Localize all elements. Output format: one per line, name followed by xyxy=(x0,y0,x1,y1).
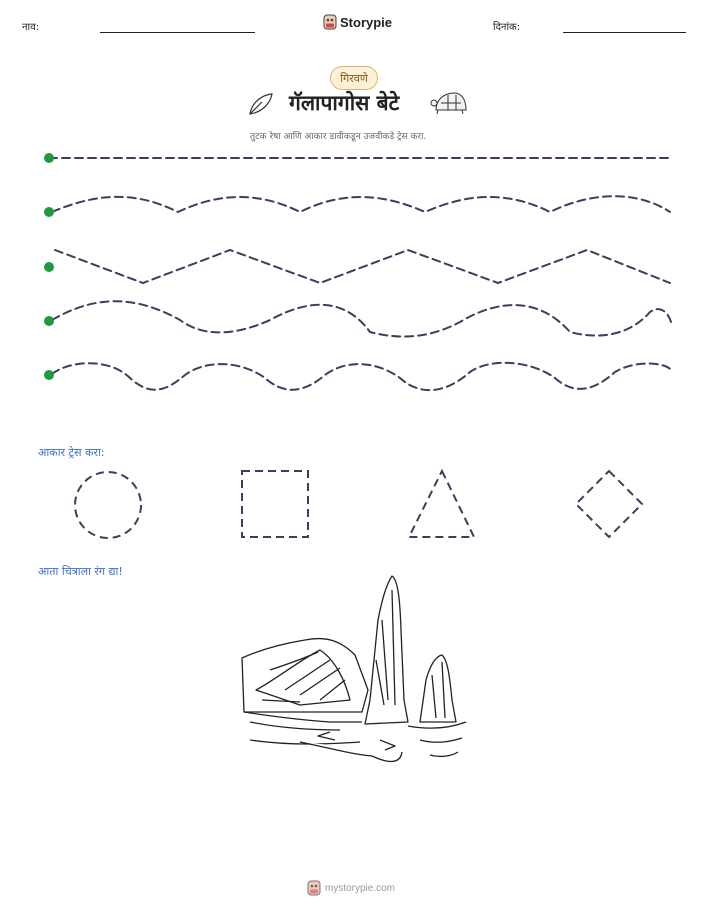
shapes-section-label: आकार ट्रेस करा: xyxy=(38,446,105,459)
coloring-section-label: आता चित्राला रंग द्या! xyxy=(38,565,123,578)
brand-name: Storypie xyxy=(340,14,393,30)
footer xyxy=(307,880,395,896)
name-label: नाव: xyxy=(22,22,40,33)
island-rock-illustration[interactable] xyxy=(242,576,466,762)
page-title: गॅलापागोस बेटे xyxy=(289,91,400,115)
storypie-mascot-icon xyxy=(307,880,321,896)
instruction-text: तुटक रेषा आणि आकार डावीकडून उजवीकडे ट्रेस करा. xyxy=(250,132,427,142)
level-badge: गिरवणे xyxy=(330,66,378,90)
footer-url[interactable]: mystorypie.com xyxy=(325,882,396,894)
date-label: दिनांक: xyxy=(493,22,521,33)
